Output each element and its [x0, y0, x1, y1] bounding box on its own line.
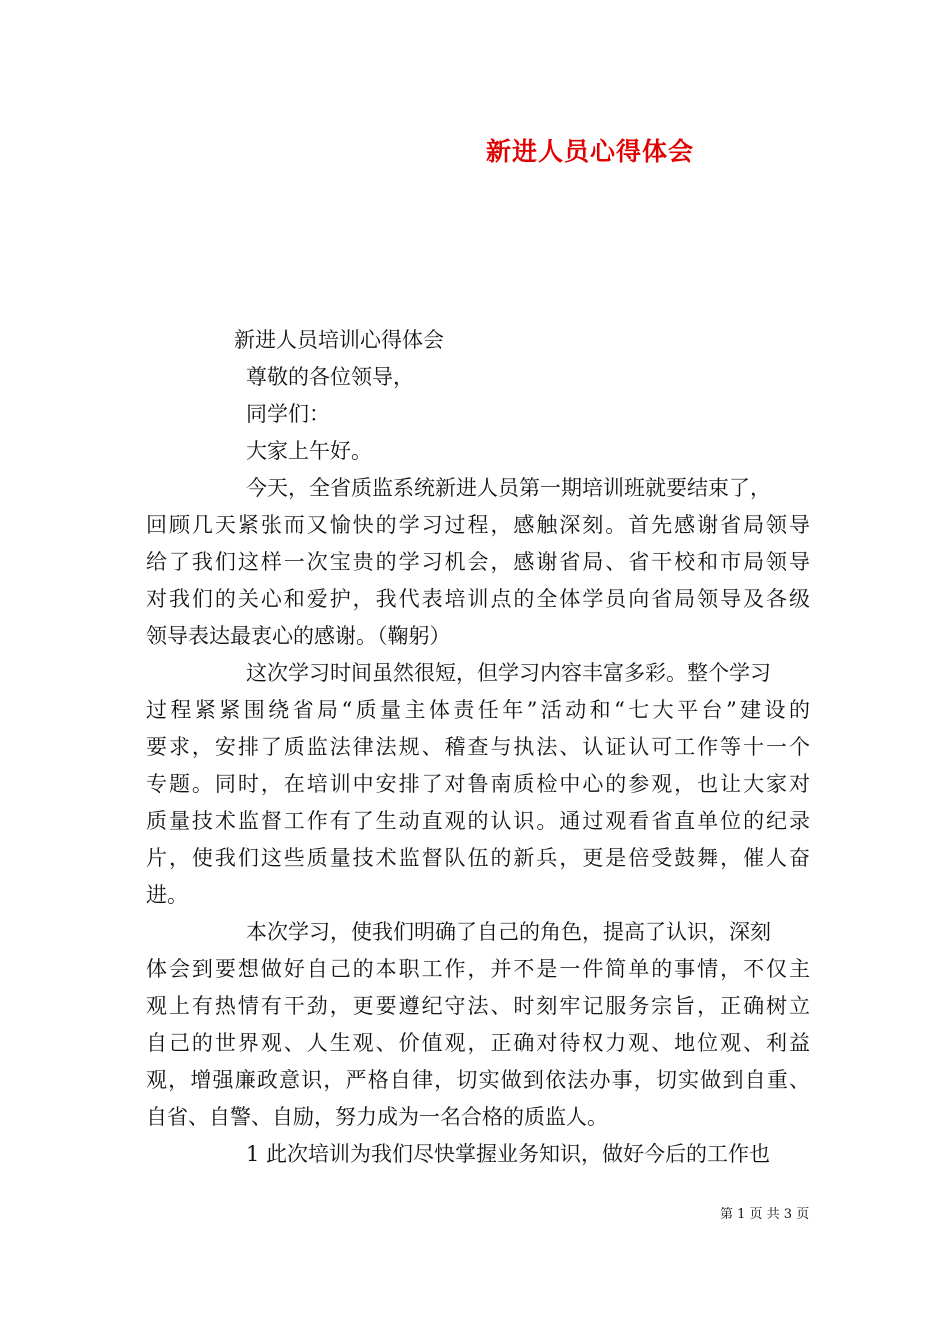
paragraph-line: 这次学习时间虽然很短，但学习内容丰富多彩。整个学习	[246, 661, 771, 685]
paragraph-line: 要求，安排了质监法律法规、稽查与执法、认证认可工作等十一个	[146, 735, 810, 759]
paragraph-line: 回顾几天紧张而又愉快的学习过程，感触深刻。首先感谢省局领导	[146, 513, 810, 537]
paragraph-line: 体会到要想做好自己的本职工作，并不是一件简单的事情，不仅主	[146, 957, 810, 981]
paragraph-line: 过程紧紧围绕省局“质量主体责任年”活动和“七大平台”建设的	[146, 698, 810, 722]
paragraph-line: 观，增强廉政意识，严格自律，切实做到依法办事，切实做到自重、	[146, 1068, 810, 1092]
document-body	[146, 322, 810, 1173]
paragraph-line: 片，使我们这些质量技术监督队伍的新兵，更是倍受鼓舞，催人奋	[146, 846, 810, 870]
paragraph-line: 对我们的关心和爱护，我代表培训点的全体学员向省局领导及各级	[146, 587, 810, 611]
paragraph-line: 质量技术监督工作有了生动直观的认识。通过观看省直单位的纪录	[146, 809, 810, 833]
paragraph-line: 观上有热情有干劲，更要遵纪守法、时刻牢记服务宗旨，正确树立	[146, 994, 810, 1018]
paragraph-line: 自省、自警、自励，努力成为一名合格的质监人。	[146, 1105, 608, 1129]
paragraph-line: 进。	[146, 883, 188, 907]
paragraph-line: 领导表达最衷心的感谢。（鞠躬）	[146, 624, 451, 648]
paragraph-line: 专题。同时，在培训中安排了对鲁南质检中心的参观，也让大家对	[146, 772, 810, 796]
paragraph-line: 本次学习，使我们明确了自己的角色，提高了认识，深刻	[246, 920, 771, 944]
paragraph-line: 1 此次培训为我们尽快掌握业务知识，做好今后的工作也	[246, 1142, 771, 1166]
document-title: 新进人员心得体会	[485, 137, 694, 166]
greeting-line: 大家上午好。	[246, 439, 372, 463]
paragraph-line: 给了我们这样一次宝贵的学习机会，感谢省局、省干校和市局领导	[146, 550, 810, 574]
paragraph-line: 今天，全省质监系统新进人员第一期培训班就要结束了，	[246, 476, 771, 500]
page-number-footer: 第 1 页 共 3 页	[720, 1207, 810, 1222]
greeting-line: 尊敬的各位领导，	[246, 365, 414, 389]
paragraph-line: 自己的世界观、人生观、价值观，正确对待权力观、地位观、利益	[146, 1031, 810, 1055]
greeting-line: 同学们：	[246, 402, 330, 426]
article-heading: 新进人员培训心得体会	[234, 328, 444, 352]
